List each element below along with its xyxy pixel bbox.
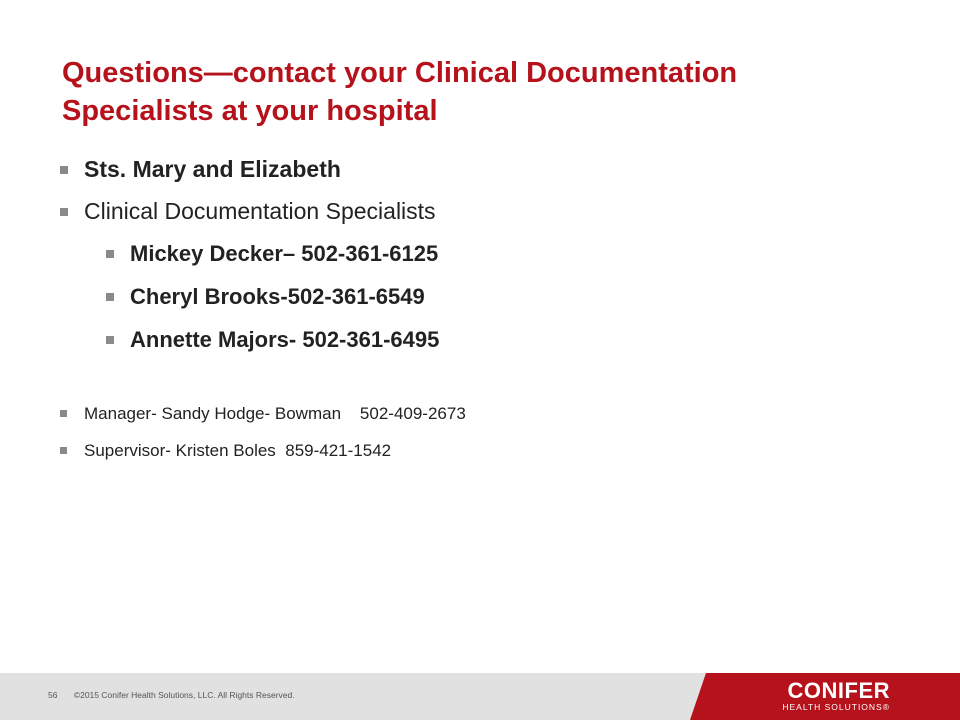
bullet-text: Manager- Sandy Hodge- Bowman 502-409-2673 [84, 404, 466, 423]
conifer-logo [782, 680, 890, 712]
logo-wordmark: CONIFER [787, 678, 890, 703]
bullet-text: Clinical Documentation Specialists [84, 198, 436, 224]
bullet-marker [60, 447, 67, 454]
bullet-text: Mickey Decker– 502-361-6125 [130, 241, 439, 266]
slide-title-line-2: Specialists at your hospital [62, 95, 438, 127]
page-number: 56 [48, 690, 58, 700]
bullet-marker [106, 250, 114, 258]
bullet-manager [60, 404, 466, 424]
bullet-text: Supervisor- Kristen Boles 859-421-1542 [84, 441, 392, 460]
slide-title [62, 54, 922, 130]
bullet-marker [106, 293, 114, 301]
bullet-text: Annette Majors- 502-361-6495 [130, 327, 440, 352]
copyright-notice: ©2015 Conifer Health Solutions, LLC. All Rights Reserved. [73, 690, 295, 700]
bullet-specialist-2 [106, 284, 425, 310]
logo-tagline: HEALTH SOLUTIONS® [782, 702, 890, 712]
bullet-text: Sts. Mary and Elizabeth [84, 156, 341, 182]
bullet-specialist-3 [106, 327, 439, 353]
bullet-specialist-1 [106, 241, 438, 267]
bullet-marker [60, 166, 68, 174]
footer-text [48, 690, 295, 700]
bullet-hospital [60, 156, 341, 183]
bullet-supervisor [60, 441, 391, 461]
bullet-text: Cheryl Brooks-502-361-6549 [130, 284, 425, 309]
bullet-marker [60, 208, 68, 216]
slide-title-line-1: Questions—contact your Clinical Documentation [62, 57, 738, 89]
bullet-marker [106, 336, 114, 344]
bullet-marker [60, 410, 67, 417]
bullet-cds-heading [60, 198, 436, 225]
